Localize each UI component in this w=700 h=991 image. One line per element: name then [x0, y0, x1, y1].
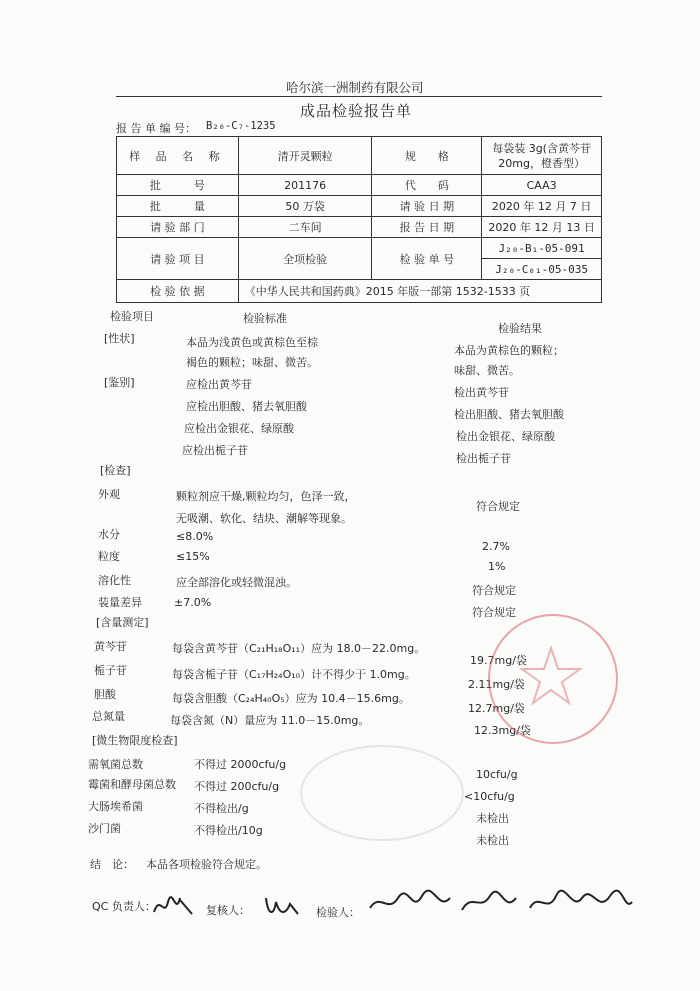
micro-result: <10cfu/g — [464, 790, 515, 803]
spec-label: 规 格 — [372, 137, 482, 175]
micro-standard: 不得过 200cfu/g — [194, 780, 280, 793]
check-standard-2: 无吸潮、软化、结块、潮解等现象。 — [176, 512, 352, 525]
test-no-2: J₂₀-C₀₁-05-035 — [482, 259, 602, 280]
assay-name: 胆酸 — [94, 688, 116, 701]
report-number-value: B₂₀-C₇-1235 — [206, 120, 276, 132]
quantity-value: 50 万袋 — [238, 196, 372, 217]
assay-name: 栀子苷 — [94, 664, 127, 677]
section-traits: [性状] — [104, 332, 135, 345]
check-name: 外观 — [98, 488, 120, 501]
check-standard: 颗粒剂应干燥,颗粒均匀，色泽一致， — [176, 490, 356, 503]
reviewer-signature — [262, 890, 302, 922]
micro-name: 需氧菌总数 — [88, 758, 143, 771]
micro-standard: 不得过 2000cfu/g — [194, 758, 287, 771]
traits-standard-1: 本品为浅黄色或黄棕色至棕 — [186, 336, 318, 349]
qc-label: QC 负责人： — [92, 900, 156, 913]
section-assay: [含量测定] — [96, 616, 149, 629]
basis-label: 检 验 依 据 — [117, 280, 239, 303]
assay-name: 总氮量 — [92, 710, 125, 723]
check-standard: ≤15% — [176, 550, 210, 563]
check-result: 1% — [488, 560, 506, 573]
check-standard: 应全部溶化或轻微混浊。 — [176, 576, 297, 589]
assay-result: 12.3mg/袋 — [474, 724, 531, 737]
code-value: CAA3 — [482, 175, 602, 196]
section-check: [检查] — [100, 464, 131, 477]
red-company-seal — [488, 614, 618, 744]
spec-value — [482, 137, 602, 175]
header-table — [116, 136, 602, 303]
report-date-label: 报 告 日 期 — [372, 217, 482, 238]
check-result: 符合规定 — [476, 500, 520, 513]
qc-signature — [150, 888, 196, 922]
items-value: 全项检验 — [238, 238, 372, 280]
check-name: 溶化性 — [98, 574, 131, 587]
ident-standard: 应检出黄芩苷 — [186, 378, 252, 391]
sample-name: 清开灵颗粒 — [238, 137, 372, 175]
section-microbial: [微生物限度检查] — [92, 734, 178, 747]
ident-standard: 应检出金银花、绿原酸 — [184, 422, 294, 435]
check-name: 装量差异 — [98, 596, 142, 609]
ident-standard: 应检出胆酸、猪去氧胆酸 — [186, 400, 307, 413]
assay-name: 黄芩苷 — [94, 640, 127, 653]
conclusion-text: 本品各项检验符合规定。 — [146, 858, 267, 871]
batch-value: 201176 — [238, 175, 372, 196]
inspector-label: 检验人： — [316, 906, 360, 919]
check-standard: ±7.0% — [174, 596, 212, 609]
check-result: 符合规定 — [472, 584, 516, 597]
check-result: 2.7% — [482, 540, 510, 553]
micro-result: 10cfu/g — [476, 768, 518, 781]
check-standard: ≤8.0% — [176, 530, 214, 543]
micro-result: 未检出 — [476, 812, 509, 825]
check-name: 粒度 — [98, 550, 120, 563]
ident-result: 检出栀子苷 — [456, 452, 511, 465]
company-name: 哈尔滨一洲制药有限公司 — [286, 80, 424, 95]
ident-result: 检出金银花、绿原酸 — [456, 430, 555, 443]
quantity-label: 批 量 — [117, 196, 239, 217]
micro-standard: 不得检出/g — [194, 802, 249, 815]
report-date-value: 2020 年 12 月 13 日 — [482, 217, 602, 238]
assay-standard: 每袋含胆酸（C₂₄H₄₀O₅）应为 10.4－15.6mg。 — [172, 692, 410, 705]
basis-value: 《中华人民共和国药典》2015 年版一部第 1532-1533 页 — [238, 280, 601, 303]
batch-label: 批 号 — [117, 175, 239, 196]
traits-result-1: 本品为黄棕色的颗粒； — [454, 344, 564, 357]
ident-result: 检出黄芩苷 — [454, 386, 509, 399]
traits-result-2: 味甜、微苦。 — [454, 364, 520, 377]
column-item: 检验项目 — [110, 310, 154, 323]
sample-name-label: 样 品 名 称 — [117, 137, 239, 175]
conclusion-label: 结 论： — [90, 858, 134, 871]
micro-name: 沙门菌 — [88, 822, 121, 835]
assay-standard: 每袋含栀子苷（C₁₇H₂₄O₁₀）计不得少于 1.0mg。 — [172, 668, 416, 681]
check-result: 符合规定 — [472, 606, 516, 619]
inspector-signature — [366, 884, 636, 924]
micro-result: 未检出 — [476, 834, 509, 847]
micro-name: 大肠埃希菌 — [88, 800, 143, 813]
test-no-label: 检 验 单 号 — [372, 238, 482, 280]
column-result: 检验结果 — [498, 322, 542, 335]
items-label: 请 验 项 目 — [117, 238, 239, 280]
assay-result: 12.7mg/袋 — [468, 702, 525, 715]
check-name: 水分 — [98, 528, 120, 541]
ident-result: 检出胆酸、猪去氧胆酸 — [454, 408, 564, 421]
reviewer-label: 复核人： — [206, 904, 250, 917]
micro-name: 霉菌和酵母菌总数 — [88, 778, 176, 791]
dept-value: 二车间 — [238, 217, 372, 238]
dept-label: 请 验 部 门 — [117, 217, 239, 238]
ident-standard: 应检出栀子苷 — [182, 444, 248, 457]
request-date-label: 请 验 日 期 — [372, 196, 482, 217]
micro-standard: 不得检出/10g — [194, 824, 263, 837]
traits-standard-2: 褐色的颗粒；味甜、微苦。 — [186, 356, 318, 369]
column-standard: 检验标准 — [243, 312, 287, 325]
assay-result: 19.7mg/袋 — [470, 654, 527, 667]
assay-standard: 每袋含黄芩苷（C₂₁H₁₈O₁₁）应为 18.0－22.0mg。 — [172, 642, 426, 655]
faint-stamp — [300, 745, 464, 841]
company-underline — [116, 96, 602, 97]
section-identification: [鉴别] — [104, 376, 135, 389]
spec-line-2: 20mg，橙香型） — [498, 156, 585, 170]
spec-line-1: 每袋装 3g(含黄芩苷 — [492, 141, 591, 155]
report-title: 成品检验报告单 — [300, 102, 413, 120]
report-number-label: 报 告 单 编 号： — [116, 122, 196, 135]
assay-standard: 每袋含氮（N）量应为 11.0－15.0mg。 — [170, 714, 370, 727]
test-no-1: J₂₀-B₁-05-091 — [482, 238, 602, 259]
code-label: 代 码 — [372, 175, 482, 196]
assay-result: 2.11mg/袋 — [468, 678, 525, 691]
request-date-value: 2020 年 12 月 7 日 — [482, 196, 602, 217]
